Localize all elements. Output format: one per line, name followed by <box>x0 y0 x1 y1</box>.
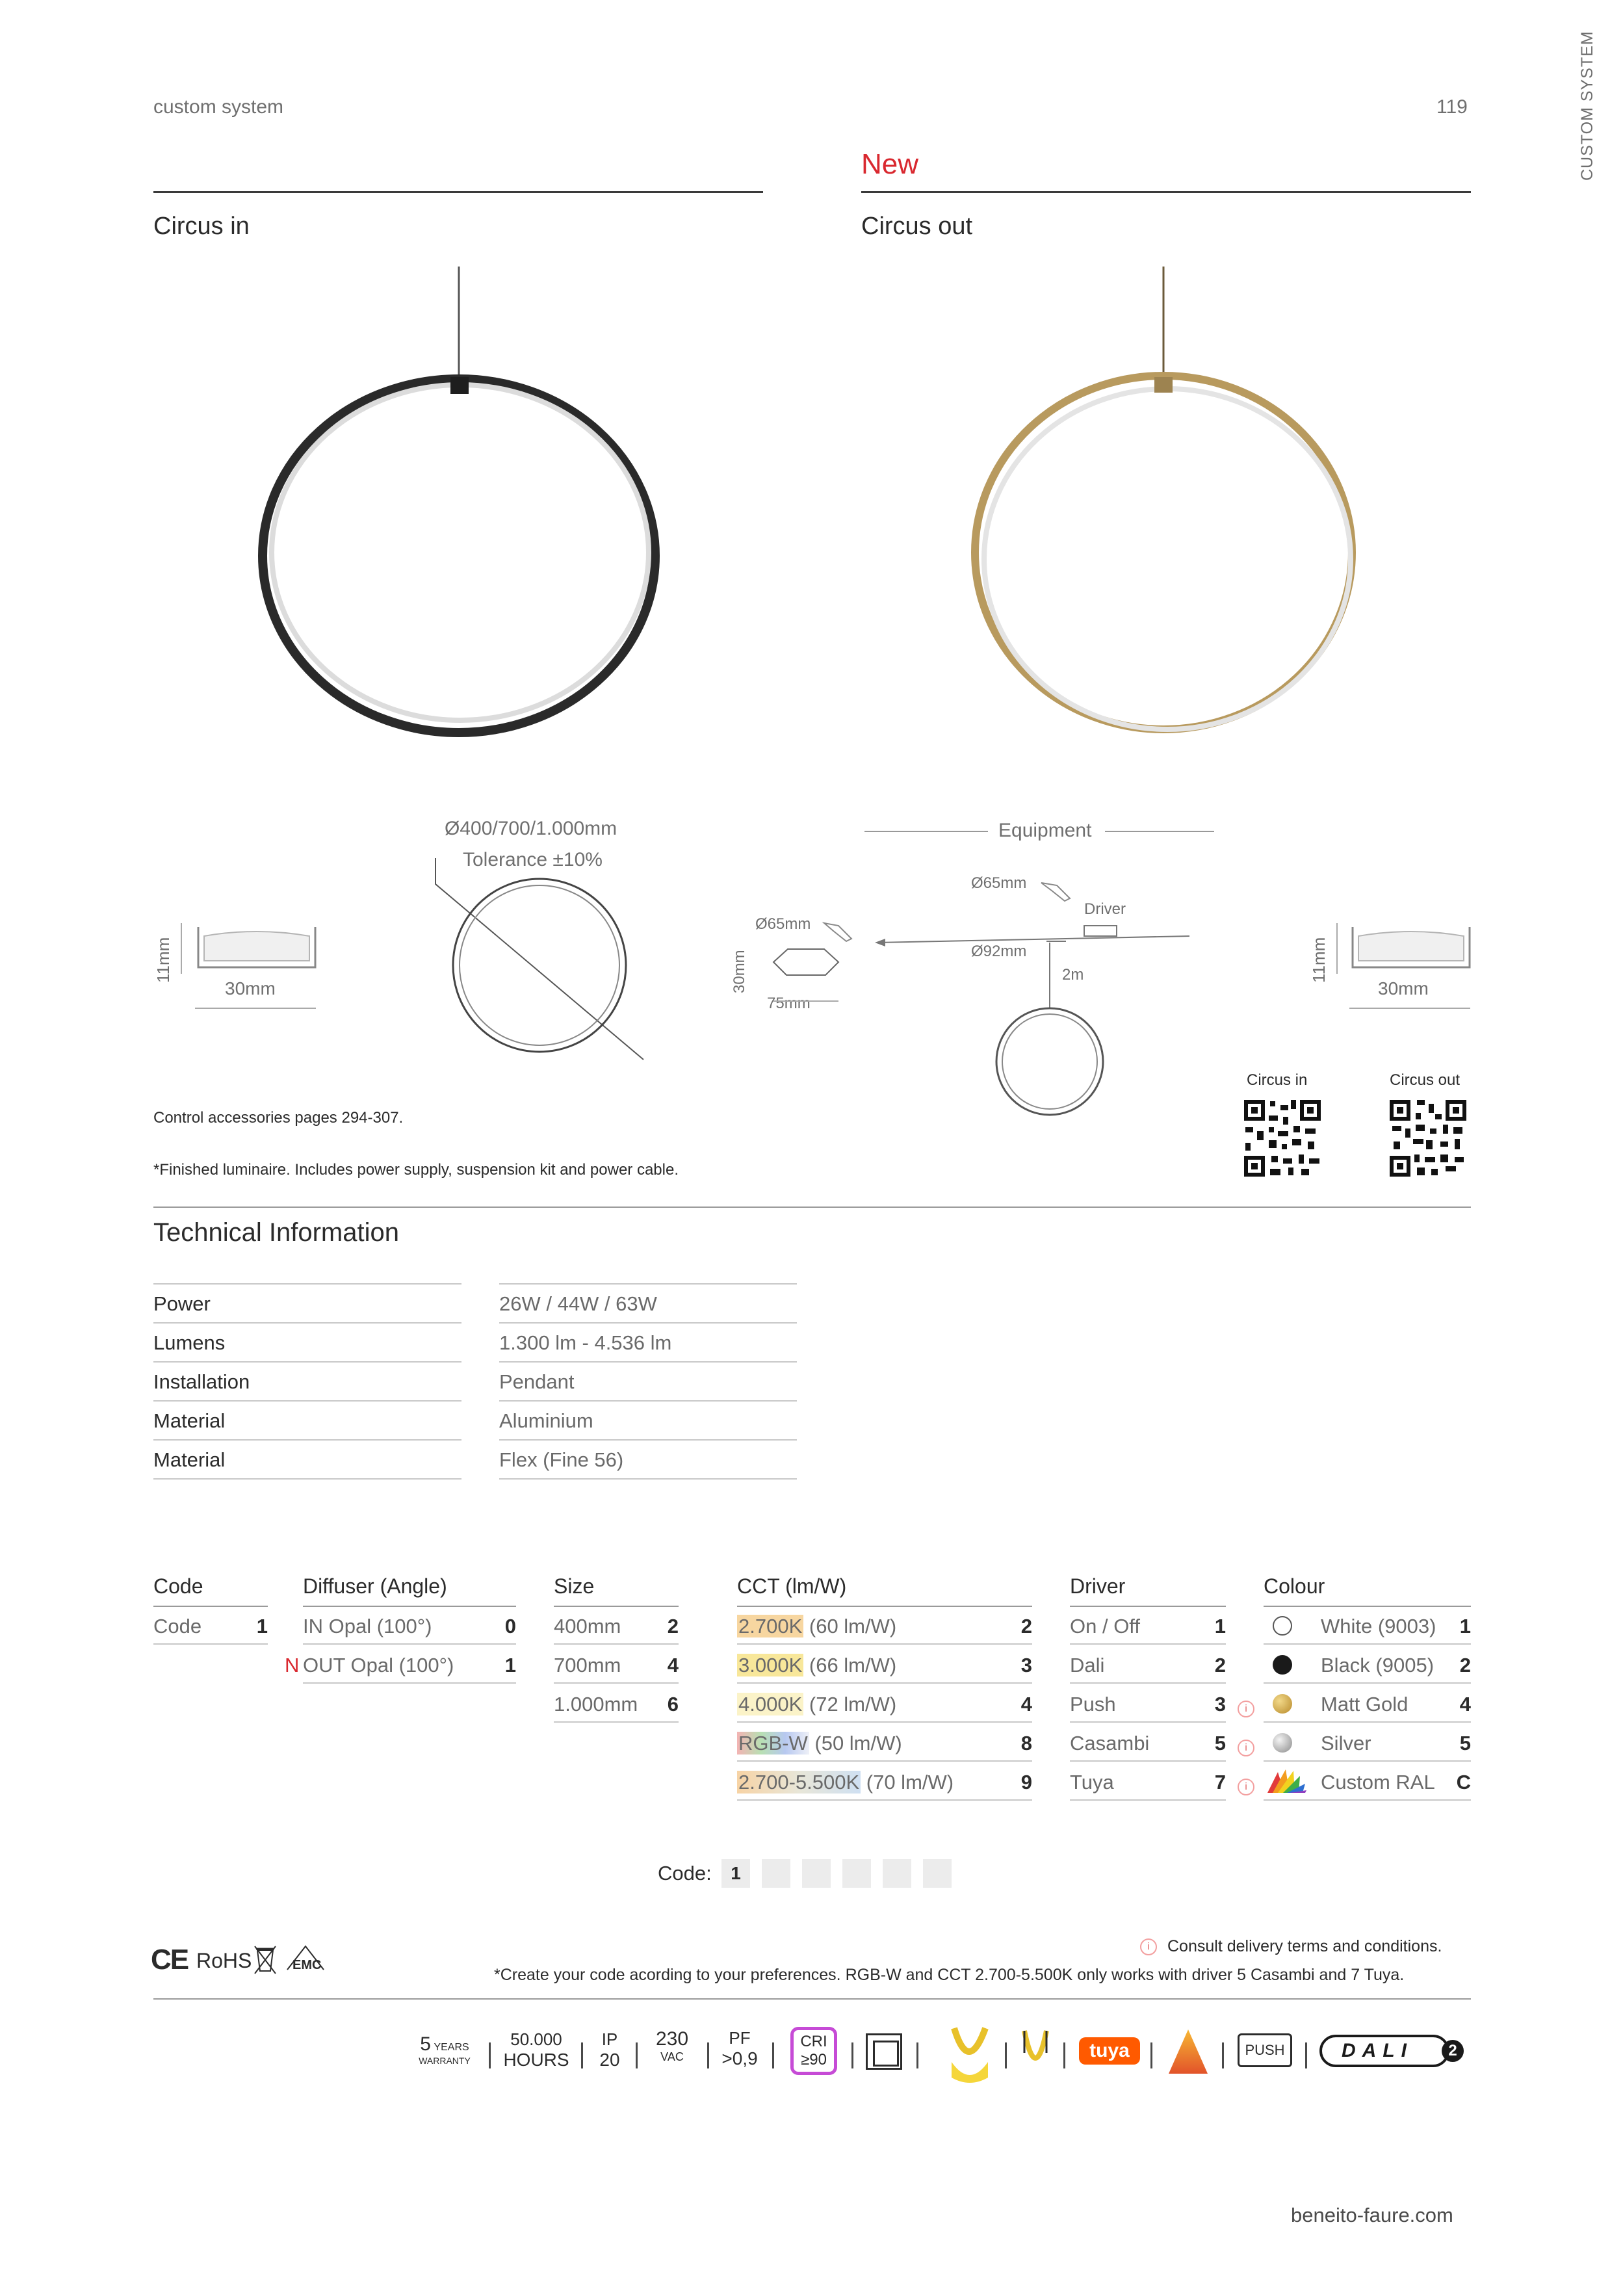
col-head-driver: Driver <box>1070 1574 1126 1598</box>
row-line <box>1264 1643 1471 1645</box>
option-label: IN Opal (100°) <box>303 1615 432 1637</box>
ce-mark: CE <box>151 1944 188 1976</box>
icon-separator <box>1005 2042 1007 2068</box>
row-line <box>1070 1643 1226 1645</box>
option-label: Custom RAL <box>1321 1771 1435 1794</box>
row-line <box>737 1799 1032 1801</box>
icon-separator <box>636 2042 638 2068</box>
tech-label: Installation <box>153 1370 250 1393</box>
option-label: White (9003) <box>1321 1615 1436 1637</box>
info-icon[interactable]: i <box>1238 1701 1254 1717</box>
warranty-badge <box>412 2033 477 2066</box>
cct-efficacy: (72 lm/W) <box>803 1693 897 1715</box>
tech-label: Power <box>153 1292 211 1315</box>
option-number: 5 <box>1459 1732 1471 1755</box>
tech-value: Aluminium <box>499 1409 593 1432</box>
hours-number: 50.000 <box>510 2029 562 2049</box>
option-number: 1 <box>1459 1615 1471 1637</box>
new-badge: New <box>861 148 919 180</box>
equipment-drawing <box>747 871 1202 1131</box>
colour-option-white[interactable] <box>1264 1607 1471 1645</box>
equipment-line-left <box>864 831 988 832</box>
row-line <box>303 1643 516 1645</box>
cct-efficacy: (70 lm/W) <box>861 1771 954 1794</box>
driver-option-push[interactable] <box>1070 1685 1226 1723</box>
option-label: Push <box>1070 1693 1116 1715</box>
code-box-4[interactable] <box>842 1859 871 1888</box>
option-number: 2 <box>1214 1654 1226 1676</box>
icon-separator <box>707 2042 709 2068</box>
voltage-badge <box>646 2028 698 2064</box>
col-head-size: Size <box>554 1574 595 1598</box>
new-flag: N <box>285 1654 300 1676</box>
code-box-5[interactable] <box>883 1859 911 1888</box>
driver-label: Driver <box>1084 900 1126 918</box>
row-line <box>1070 1760 1226 1762</box>
qr-label-left: Circus in <box>1247 1071 1308 1089</box>
equipment-line-right <box>1105 831 1214 832</box>
code-box-2[interactable] <box>762 1859 790 1888</box>
code-box-6[interactable] <box>923 1859 952 1888</box>
tech-value: Flex (Fine 56) <box>499 1448 624 1471</box>
weee-bin-icon <box>252 1942 278 1976</box>
cct-efficacy: (66 lm/W) <box>803 1654 897 1676</box>
code-box-1[interactable]: 1 <box>721 1859 750 1888</box>
create-code-note: *Create your code acording to your preferences. RGB-W and CCT 2.700-5.500K only works with driver 5 Casambi and 7 Tuya. <box>494 1966 1405 1984</box>
website-link[interactable]: beneito-faure.com <box>1291 2204 1453 2226</box>
option-label: Tuya <box>1070 1771 1114 1794</box>
pf-label: PF <box>729 2028 751 2048</box>
cable-length-label: 2m <box>1062 966 1084 984</box>
rohs-mark: RoHS <box>196 1949 252 1972</box>
side-tab: CUSTOM SYSTEM <box>1578 31 1596 181</box>
tech-value: Pendant <box>499 1370 575 1393</box>
section-name: custom system <box>153 96 284 118</box>
tech-value: 26W / 44W / 63W <box>499 1292 657 1315</box>
class-ii-icon <box>866 2033 902 2070</box>
diffuser-option-out[interactable] <box>303 1646 516 1684</box>
pf-badge <box>716 2028 763 2069</box>
row-line <box>1264 1799 1471 1801</box>
option-label: On / Off <box>1070 1615 1140 1637</box>
tech-line <box>499 1478 797 1480</box>
warranty-years: YEARS <box>434 2042 469 2053</box>
cri-label: CRI <box>800 2033 827 2050</box>
page-number: 119 <box>1436 96 1468 118</box>
option-number: 6 <box>667 1693 679 1715</box>
cct-tag: 2.700K <box>738 1615 803 1637</box>
row-line <box>737 1721 1032 1723</box>
option-number: 2 <box>1459 1654 1471 1676</box>
profile-section-left <box>195 922 318 974</box>
option-number: 5 <box>1214 1732 1226 1755</box>
profile-height-label: 11mm <box>153 937 173 983</box>
option-number: 4 <box>1020 1693 1032 1715</box>
qr-code-circus-out[interactable] <box>1388 1099 1468 1178</box>
cri-badge <box>790 2027 837 2075</box>
icon-separator <box>851 2042 853 2068</box>
row-line <box>1070 1799 1226 1801</box>
col-head-code: Code <box>153 1574 203 1598</box>
option-number: 3 <box>1214 1693 1226 1715</box>
ip-label: IP <box>601 2029 618 2049</box>
tolerance-label: Tolerance ±10% <box>463 849 603 870</box>
option-label: Code <box>153 1615 202 1637</box>
row-line <box>554 1721 679 1723</box>
warranty-number: 5 <box>420 2033 431 2055</box>
silver-swatch-icon <box>1273 1733 1292 1753</box>
canopy-side-label: Ø65mm <box>755 915 811 933</box>
icon-separator <box>1305 2042 1307 2068</box>
icon-separator <box>1150 2042 1152 2068</box>
option-number: 7 <box>1214 1771 1226 1794</box>
tech-value: 1.300 lm - 4.536 lm <box>499 1331 672 1354</box>
col-head-cct: CCT (lm/W) <box>737 1574 847 1598</box>
icon-separator <box>772 2042 774 2068</box>
icon-separator <box>916 2042 918 2068</box>
tech-row-installation <box>153 1363 797 1402</box>
option-number: 9 <box>1020 1771 1032 1794</box>
ral-fan-icon <box>1265 1767 1308 1795</box>
emc-mark-text: EMC <box>292 1958 322 1972</box>
profile-width-label: 30mm <box>225 978 276 998</box>
cct-efficacy: (50 lm/W) <box>809 1732 902 1755</box>
row-line <box>737 1760 1032 1762</box>
warranty-label: WARRANTY <box>419 2055 471 2066</box>
option-number: 1 <box>1214 1615 1226 1637</box>
option-number: C <box>1456 1771 1471 1794</box>
cct-tag: 4.000K <box>738 1693 803 1715</box>
option-number: 4 <box>1459 1693 1471 1715</box>
product-title-right: Circus out <box>861 213 973 240</box>
profile-width-line-right <box>1349 1008 1470 1009</box>
black-swatch-icon <box>1273 1655 1292 1675</box>
dali-logo <box>1319 2035 1449 2067</box>
cri-value: ≥90 <box>801 2051 827 2068</box>
cct-tag: RGB-W <box>738 1732 808 1755</box>
icon-separator <box>1222 2042 1224 2068</box>
row-line <box>303 1682 516 1684</box>
driver-option-casambi[interactable] <box>1070 1724 1226 1762</box>
size-option[interactable] <box>554 1646 679 1684</box>
driver-option-dali[interactable] <box>1070 1646 1226 1684</box>
flex-led-icon <box>945 2023 994 2085</box>
option-number: 4 <box>667 1654 679 1676</box>
voltage-value: 230 <box>655 2028 689 2050</box>
diameter-drawing <box>422 845 656 1105</box>
option-number: 0 <box>504 1615 516 1637</box>
tech-row-lumens <box>153 1324 797 1363</box>
gold-swatch-icon <box>1273 1694 1292 1714</box>
option-label: Silver <box>1321 1732 1371 1755</box>
profile-height-line-right <box>1336 923 1338 974</box>
qr-label-right: Circus out <box>1390 1071 1461 1089</box>
option-label: 400mm <box>554 1615 621 1637</box>
canopy-base-label: Ø92mm <box>971 943 1027 960</box>
diameter-label: Ø400/700/1.000mm <box>445 818 617 839</box>
code-box-3[interactable] <box>802 1859 831 1888</box>
cct-option[interactable] <box>737 1724 1032 1762</box>
icon-separator <box>1063 2042 1065 2068</box>
option-number: 1 <box>256 1615 268 1637</box>
tech-label: Lumens <box>153 1331 226 1354</box>
hours-label: HOURS <box>503 2050 569 2070</box>
row-line <box>1264 1721 1471 1723</box>
tech-row-power <box>153 1285 797 1324</box>
option-label: 1.000mm <box>554 1693 638 1715</box>
option-label: Black (9005) <box>1321 1654 1435 1676</box>
row-line <box>1264 1682 1471 1684</box>
colour-option-black[interactable] <box>1264 1646 1471 1684</box>
product-title-left: Circus in <box>153 213 250 240</box>
icon-separator <box>489 2042 491 2068</box>
tech-line <box>153 1478 461 1480</box>
tech-label: Material <box>153 1448 226 1471</box>
footer-divider <box>153 1998 1471 2000</box>
tuya-logo: tuya <box>1079 2037 1140 2065</box>
info-icon[interactable]: i <box>1140 1938 1157 1955</box>
profile-height-label-right: 11mm <box>1309 937 1329 983</box>
ip-value: 20 <box>599 2050 620 2070</box>
row-line <box>1264 1760 1471 1762</box>
equipment-title: Equipment <box>998 820 1092 841</box>
option-label: Matt Gold <box>1321 1693 1409 1715</box>
colour-option-gold[interactable] <box>1264 1685 1471 1723</box>
row-line <box>1070 1721 1226 1723</box>
consult-note: Consult delivery terms and conditions. <box>1167 1937 1442 1955</box>
option-number: 2 <box>667 1615 679 1637</box>
title-rule-left <box>153 191 763 193</box>
option-label: 700mm <box>554 1654 621 1676</box>
cct-option[interactable] <box>737 1646 1032 1684</box>
option-number: 8 <box>1020 1732 1032 1755</box>
row-line <box>153 1643 268 1645</box>
row-line <box>554 1643 679 1645</box>
size-option[interactable] <box>554 1685 679 1723</box>
size-option[interactable] <box>554 1607 679 1645</box>
tech-title: Technical Information <box>153 1218 399 1247</box>
push-badge: PUSH <box>1238 2033 1292 2067</box>
colour-option-custom-ral[interactable] <box>1264 1763 1471 1801</box>
profile-width-line <box>195 1008 316 1009</box>
profile-height-line <box>181 923 182 974</box>
info-icon[interactable]: i <box>1238 1740 1254 1756</box>
row-line <box>1070 1682 1226 1684</box>
casambi-icon <box>1166 2027 1210 2076</box>
dali-text: DALI <box>1342 2040 1413 2061</box>
box-height-label: 30mm <box>731 950 748 993</box>
notes-divider <box>153 1207 1471 1208</box>
cct-option[interactable] <box>737 1685 1032 1723</box>
option-label: OUT Opal (100°) <box>303 1654 454 1676</box>
voltage-label: VAC <box>660 2050 684 2063</box>
ip-badge <box>591 2029 628 2070</box>
finished-note: *Finished luminaire. Includes power supply, suspension kit and power cable. <box>153 1161 679 1179</box>
col-head-diffuser: Diffuser (Angle) <box>303 1574 447 1598</box>
title-rule-right <box>861 191 1471 193</box>
pf-value: >0,9 <box>721 2048 758 2068</box>
cct-option[interactable] <box>737 1607 1032 1645</box>
hours-badge <box>500 2029 572 2070</box>
info-icon[interactable]: i <box>1238 1779 1254 1795</box>
dali-version-badge: 2 <box>1442 2040 1464 2062</box>
col-head-colour: Colour <box>1264 1574 1325 1598</box>
code-option[interactable] <box>153 1607 268 1645</box>
qr-code-circus-in[interactable] <box>1243 1099 1322 1178</box>
row-line <box>554 1682 679 1684</box>
icon-separator <box>581 2042 583 2068</box>
driver-option-onoff[interactable] <box>1070 1607 1226 1645</box>
tech-row-material-1 <box>153 1402 797 1441</box>
box-width-label: 75mm <box>767 995 811 1012</box>
row-line <box>737 1643 1032 1645</box>
option-label: Dali <box>1070 1654 1105 1676</box>
tech-label: Material <box>153 1409 226 1432</box>
control-note: Control accessories pages 294-307. <box>153 1109 404 1127</box>
diffuser-option-in[interactable] <box>303 1607 516 1645</box>
option-number: 1 <box>504 1654 516 1676</box>
profile-section-right <box>1349 922 1473 974</box>
colour-option-silver[interactable] <box>1264 1724 1471 1762</box>
cct-efficacy: (60 lm/W) <box>803 1615 897 1637</box>
row-line <box>737 1682 1032 1684</box>
circus-out-image <box>955 260 1371 754</box>
code-builder-label: Code: <box>658 1862 712 1885</box>
option-number: 3 <box>1020 1654 1032 1676</box>
profile-width-label-right: 30mm <box>1378 978 1429 998</box>
circus-in-image <box>247 260 663 754</box>
cct-option[interactable] <box>737 1763 1032 1801</box>
canopy-top-label: Ø65mm <box>971 874 1027 892</box>
cct-tag: 3.000K <box>738 1654 803 1676</box>
option-number: 2 <box>1020 1615 1032 1637</box>
tech-row-material-2 <box>153 1441 797 1480</box>
cct-tag: 2.700-5.500K <box>738 1771 860 1794</box>
driver-option-tuya[interactable] <box>1070 1763 1226 1801</box>
option-label: Casambi <box>1070 1732 1150 1755</box>
white-swatch-icon <box>1273 1616 1292 1636</box>
diffuser-profile-icon <box>1019 2027 1052 2076</box>
